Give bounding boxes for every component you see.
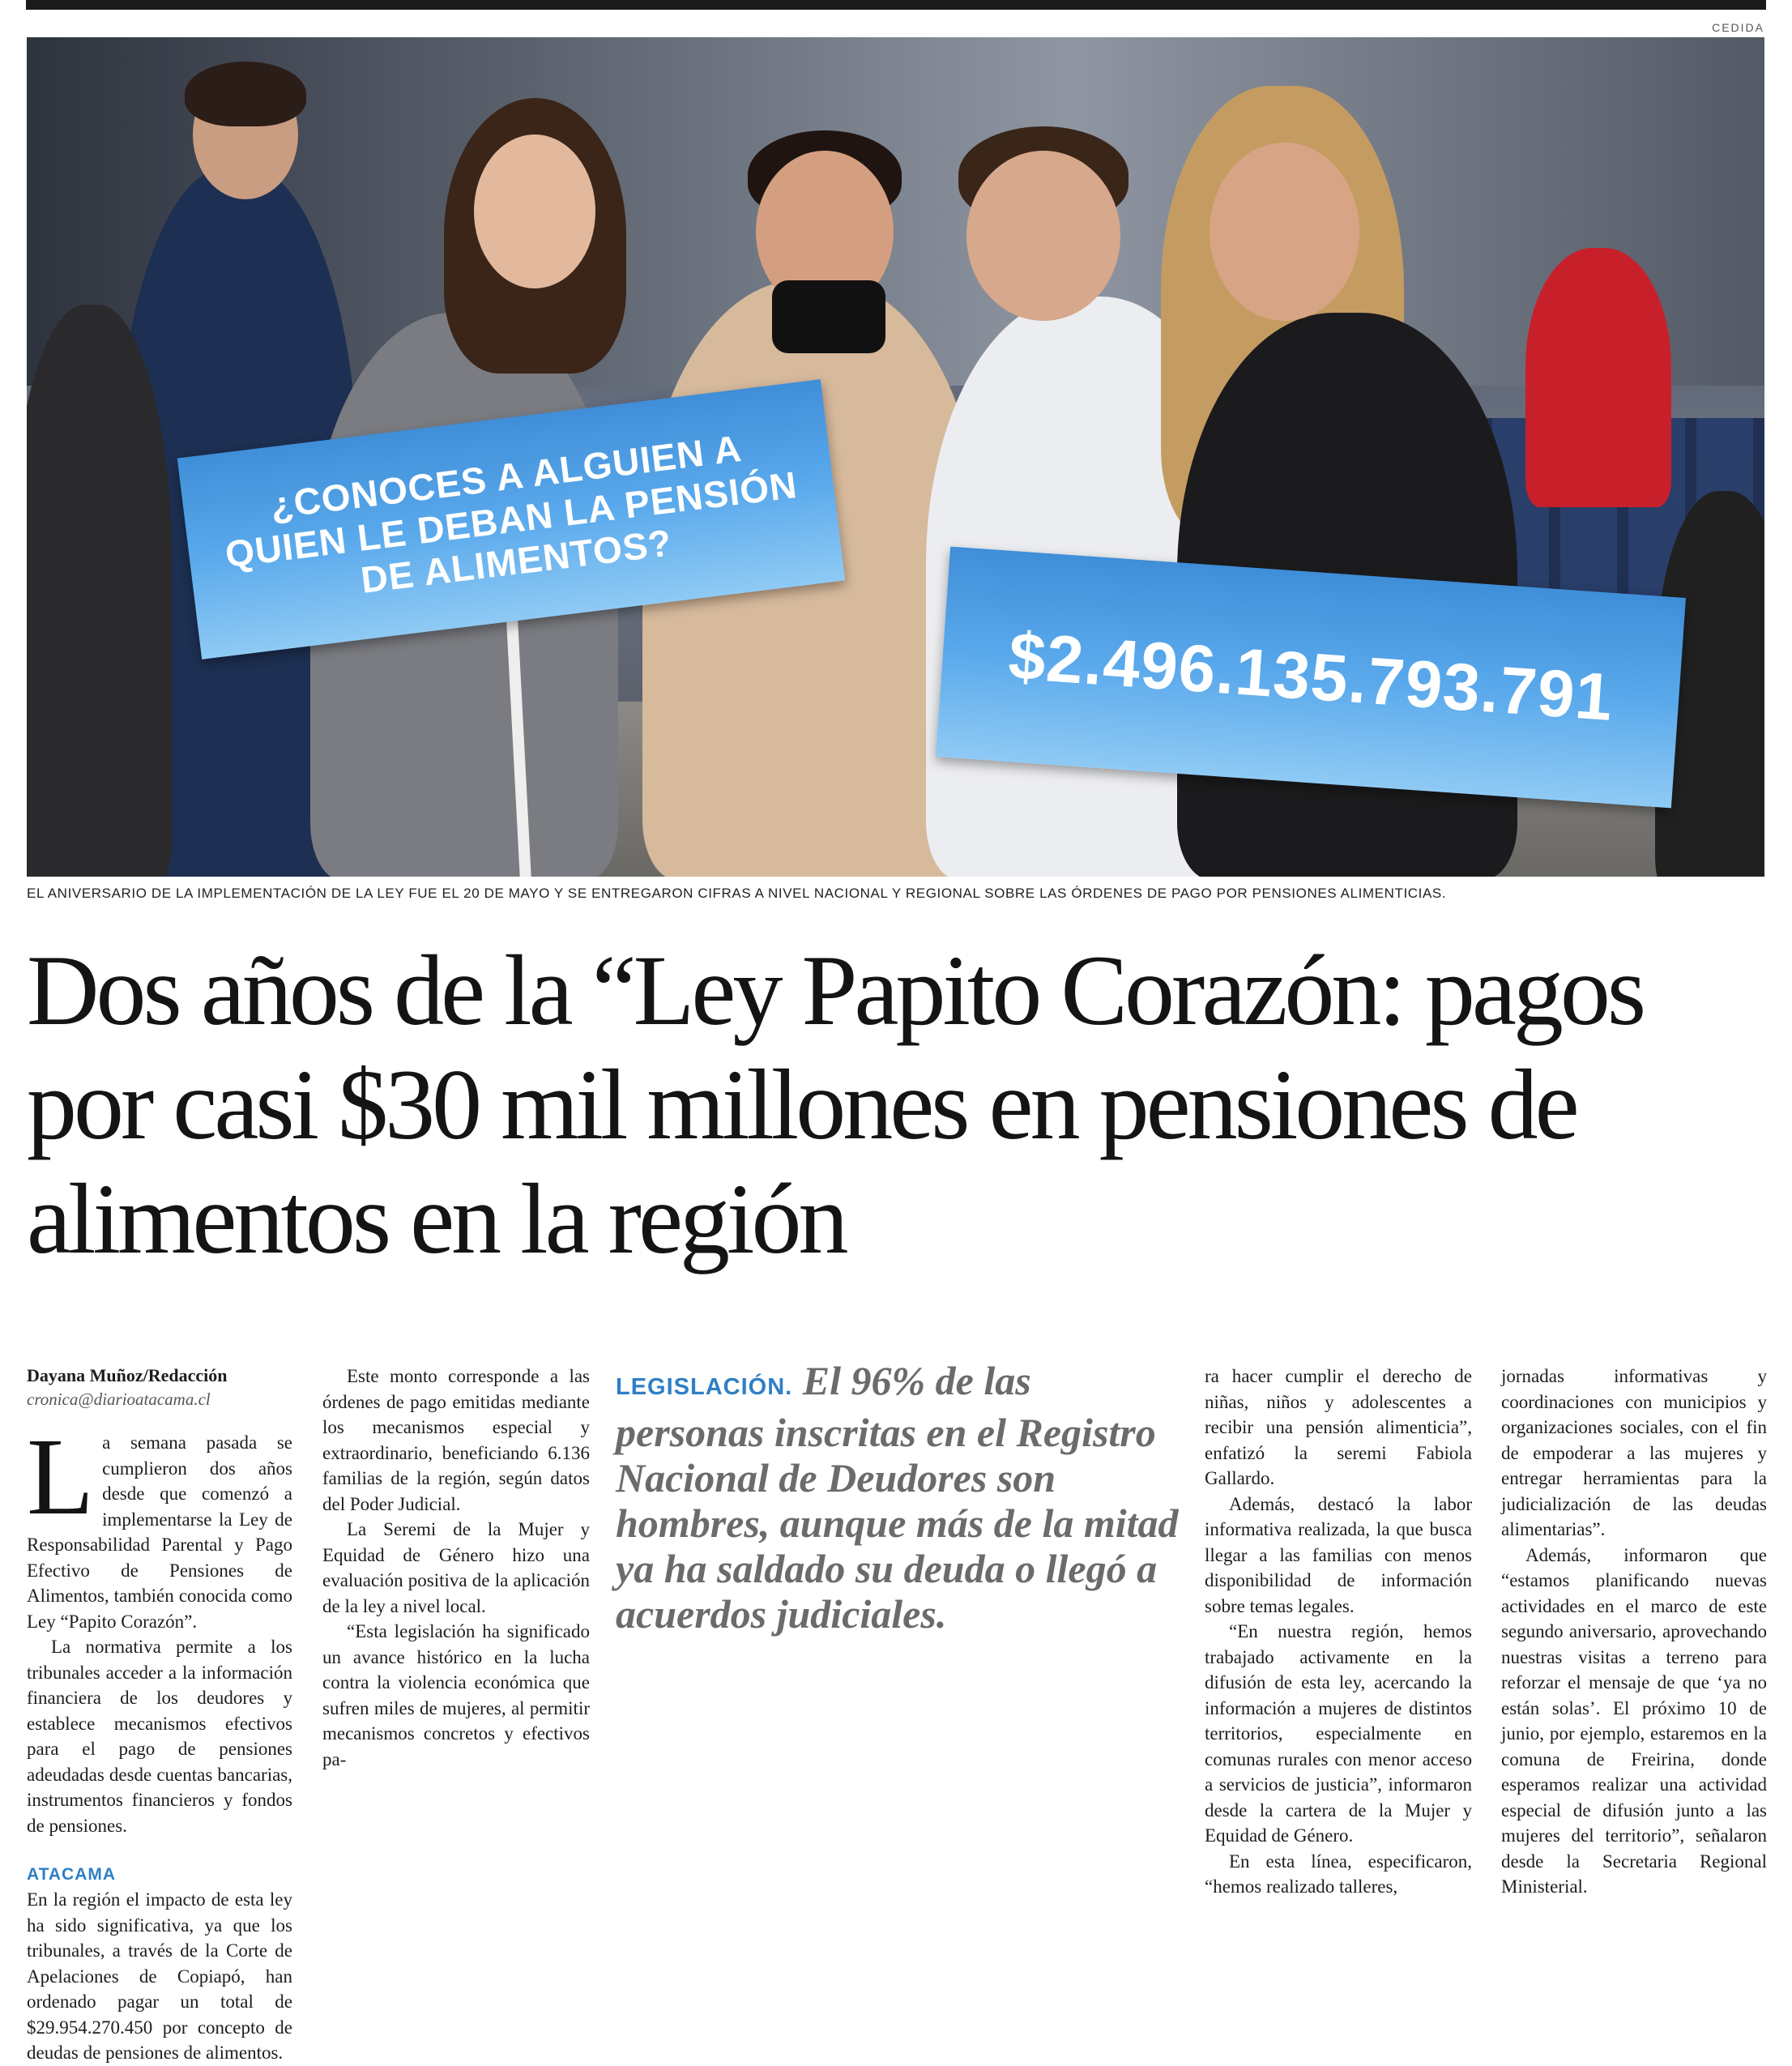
woman-3-head <box>966 151 1120 321</box>
photo-credit: CEDIDA <box>1712 21 1764 34</box>
paragraph-11: jornadas informativas y coordinaciones con municipios y organizaciones sociales, con el fin de empoderar a las mujeres y entregar herramientas para la judicialización de las deudas alimentarias”. <box>1501 1366 1767 1539</box>
news-photo <box>27 37 1764 877</box>
paragraph-10: En esta línea, especificaron, “hemos realizado talleres, <box>1205 1850 1472 1897</box>
deck <box>616 1358 1183 1637</box>
byline-author: Dayana Muñoz/Redacción <box>27 1365 228 1385</box>
column-4 <box>1205 1364 1472 1900</box>
woman-4-head <box>1210 143 1359 321</box>
woman-2-turtleneck <box>772 280 885 353</box>
person-background-right <box>1525 248 1671 507</box>
person-background-left-hair <box>185 62 306 126</box>
dropcap: L <box>27 1416 95 1538</box>
sign-pension-question: ¿CONOCES A ALGUIEN A QUIEN LE DEBAN LA PENSIÓN DE ALIMENTOS? <box>177 379 846 659</box>
sign-total-amount: $2.496.135.793.791 <box>936 547 1686 809</box>
paragraph-7: ra hacer cumplir el derecho de niñas, niños y adolescentes a recibir una pensión alimenticia”, enfatizó la seremi Fabiola Gallardo. <box>1205 1366 1472 1488</box>
column-1 <box>27 1364 292 2066</box>
person-foreground-left <box>27 305 173 877</box>
column-5 <box>1501 1364 1767 1900</box>
paragraph-1 <box>27 1416 292 1634</box>
headline: Dos años de la “Ley Papito Corazón: pagos por casi $30 mil millones en pensiones de alimentos en la región <box>27 935 1644 1274</box>
photo-caption: EL ANIVERSARIO DE LA IMPLEMENTACIÓN DE LA LEY FUE EL 20 DE MAYO Y SE ENTREGARON CIFRAS A NIVEL NACIONAL Y REGIONAL SOBRE LAS ÓRDENES DE PAGO POR PENSIONES ALIMENTICIAS. <box>27 886 1447 901</box>
byline-email: cronica@diarioatacama.cl <box>27 1389 211 1409</box>
top-rule <box>26 0 1766 10</box>
column-2 <box>322 1364 590 1772</box>
paragraph-1-text: a semana pasada se cumplieron dos años desde que comenzó a implementarse la Ley de Responsabilidad Parental y Pago Efectivo de Pensiones de Alimentos, también conocida como Ley “Papito Corazón”. <box>27 1432 292 1632</box>
woman-1-face <box>474 134 595 288</box>
paragraph-3: En la región el impacto de esta ley ha sido significativa, ya que los tribunales, a través de la Corte de Apelaciones de Copiapó, han ordenado pagar un total de $29.954.270.450 por concepto de deudas de pensiones de alimentos. <box>27 1889 292 2063</box>
paragraph-12: Además, informaron que “estamos planificando nuevas actividades en el marco de este segundo aniversario, aprovechando nuestras visitas a terreno para reforzar el mensaje de que ‘ya no están solas’. El próximo 10 de junio, por ejemplo, estaremos en la comuna de Freirina, donde esperamos realizar una actividad especial de difusión junto a las mujeres del territorio”, señalaron desde la Secretaria Regional Ministerial. <box>1501 1544 1767 1897</box>
paragraph-9: “En nuestra región, hemos trabajado activamente en la difusión de esta ley, acercando la información a mujeres de distintos territorios, especialmente en comunas rurales con menor acceso a servicios de justicia”, informaron desde la cartera de la Mujer y Equidad de Género. <box>1205 1621 1472 1846</box>
paragraph-2: La normativa permite a los tribunales acceder a la información financiera de los deudores y establece mecanismos efectivos para el pago de pensiones adeudadas desde cuentas bancarias, instrumentos financieros y fondos de pensiones. <box>27 1637 292 1836</box>
deck-kicker: LEGISLACIÓN. <box>616 1374 793 1400</box>
paragraph-6: “Esta legislación ha significado un avance histórico en la lucha contra la violencia económica que sufren miles de mujeres, al permitir mecanismos concretos y efectivos pa- <box>322 1621 590 1769</box>
paragraph-8: Además, destacó la labor informativa realizada, la que busca llegar a las familias con menos disponibilidad de información sobre temas legales. <box>1205 1493 1472 1616</box>
deck-text: El 96% de las personas inscritas en el Registro Nacional de Deudores son hombres, aunque más de la mitad ya ha saldado su deuda o llegó a acuerdos judiciales. <box>616 1358 1179 1637</box>
paragraph-5: La Seremi de la Mujer y Equidad de Género hizo una evaluación positiva de la aplicación de la ley a nivel local. <box>322 1519 590 1616</box>
paragraph-4: Este monto corresponde a las órdenes de pago emitidas mediante los mecanismos especial y extraordinario, beneficiando 6.136 familias de la región, según datos del Poder Judicial. <box>322 1366 590 1514</box>
section-label-atacama: ATACAMA <box>27 1865 117 1884</box>
